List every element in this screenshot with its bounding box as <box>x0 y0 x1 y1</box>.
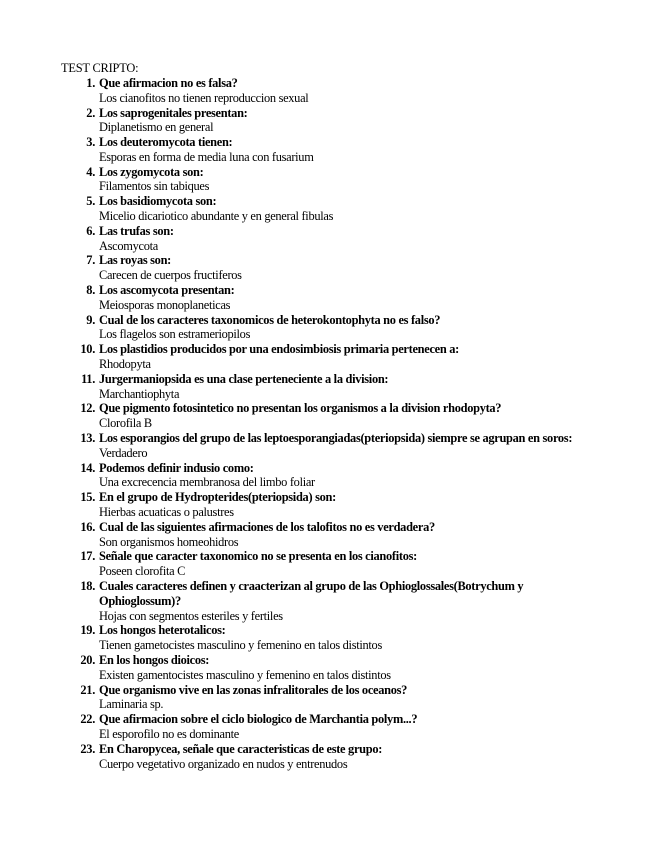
question-list <box>61 76 601 771</box>
question-number: 16. <box>80 519 95 534</box>
answer-text: Carecen de cuerpos fructiferos <box>99 268 242 283</box>
question-text: Podemos definir indusio como: <box>99 460 254 475</box>
question-number: 1. <box>86 75 95 90</box>
answer-text: Son organismos homeohidros <box>99 534 239 549</box>
answer-text: Tienen gametocistes masculino y femenino en talos distintos <box>99 638 382 653</box>
question-text: Los deuteromycota tienen: <box>99 135 233 150</box>
answer-text: Laminaria sp. <box>99 697 164 712</box>
question-item <box>61 76 601 106</box>
question-number: 4. <box>86 164 95 179</box>
question-text: Que afirmacion sobre el ciclo biologico de Marchantia polym...? <box>99 712 418 727</box>
question-item <box>61 461 601 491</box>
answer-text: Poseen clorofita C <box>99 564 186 579</box>
question-number: 14. <box>80 460 95 475</box>
answer-text: Ascomycota <box>99 238 158 253</box>
question-item <box>61 194 601 224</box>
question-text: Las trufas son: <box>99 223 174 238</box>
question-text: Los saprogenitales presentan: <box>99 105 248 120</box>
question-number: 5. <box>86 194 95 209</box>
question-item <box>61 135 601 165</box>
answer-text: Esporas en forma de media luna con fusarium <box>99 149 314 164</box>
answer-text: Marchantiophyta <box>99 386 180 401</box>
answer-text: Hojas con segmentos esteriles y fertiles <box>99 608 283 623</box>
answer-text: Los flagelos son estrameriopilos <box>99 327 251 342</box>
question-text: Cual de las siguientes afirmaciones de los talofitos no es verdadera? <box>99 519 435 534</box>
question-number: 11. <box>81 371 95 386</box>
question-item <box>61 490 601 520</box>
question-item <box>61 653 601 683</box>
question-number: 8. <box>86 283 95 298</box>
question-number: 2. <box>86 105 95 120</box>
question-number: 9. <box>86 312 95 327</box>
question-item <box>61 579 601 623</box>
answer-text: Una excrecencia membranosa del limbo foliar <box>99 475 315 490</box>
question-number: 19. <box>80 623 95 638</box>
answer-text: Los cianofitos no tienen reproduccion sexual <box>99 90 309 105</box>
question-item <box>61 549 601 579</box>
question-number: 20. <box>80 652 95 667</box>
question-text: Que organismo vive en las zonas infralitorales de los oceanos? <box>99 682 408 697</box>
question-item <box>61 372 601 402</box>
answer-text: El esporofilo no es dominante <box>99 726 239 741</box>
document-title: TEST CRIPTO: <box>61 61 139 75</box>
question-item <box>61 742 601 772</box>
question-text: Los ascomycota presentan: <box>99 283 235 298</box>
question-text: En Charopycea, señale que caracteristicas de este grupo: <box>99 741 383 756</box>
question-item <box>61 520 601 550</box>
question-text: Los esporangios del grupo de las leptoesporangiadas(pteriopsida) siempre se agrupan en soros: <box>99 431 573 446</box>
answer-text: Filamentos sin tabiques <box>99 179 210 194</box>
question-item <box>61 683 601 713</box>
question-text: Jurgermaniopsida es una clase perteneciente a la division: <box>99 371 389 386</box>
question-item <box>61 712 601 742</box>
question-number: 15. <box>80 490 95 505</box>
answer-text: Rhodopyta <box>99 357 151 372</box>
question-item <box>61 623 601 653</box>
question-item <box>61 106 601 136</box>
answer-text: Meiosporas monoplaneticas <box>99 297 231 312</box>
question-item <box>61 431 601 461</box>
question-text: Los zygomycota son: <box>99 164 204 179</box>
answer-text: Clorofila B <box>99 416 152 431</box>
question-text: En los hongos dioicos: <box>99 652 210 667</box>
question-text: En el grupo de Hydropterides(pteriopsida) son: <box>99 490 336 505</box>
question-item <box>61 313 601 343</box>
question-item <box>61 342 601 372</box>
question-item <box>61 165 601 195</box>
question-number: 18. <box>80 579 95 593</box>
answer-text: Hierbas acuaticas o palustres <box>99 505 234 520</box>
question-number: 22. <box>80 712 95 727</box>
question-number: 7. <box>86 253 95 268</box>
question-text: Señale que caracter taxonomico no se presenta en los cianofitos: <box>99 549 417 564</box>
question-text: Los basidiomycota son: <box>99 194 217 209</box>
question-text: Cuales caracteres definen y craacterizan al grupo de las Ophioglossales(Botrychum y Ophioglossum)? <box>99 579 524 608</box>
question-number: 3. <box>86 135 95 150</box>
question-text: Cual de los caracteres taxonomicos de heterokontophyta no es falso? <box>99 312 441 327</box>
question-number: 12. <box>80 401 95 416</box>
answer-text: Cuerpo vegetativo organizado en nudos y entrenudos <box>99 756 348 771</box>
answer-text: Verdadero <box>99 445 148 460</box>
answer-text: Micelio dicariotico abundante y en general fibulas <box>99 209 334 224</box>
question-item <box>61 224 601 254</box>
question-text: Que afirmacion no es falsa? <box>99 75 238 90</box>
question-text: Las royas son: <box>99 253 171 268</box>
question-number: 6. <box>86 223 95 238</box>
question-text: Los hongos heterotalicos: <box>99 623 226 638</box>
question-item <box>61 401 601 431</box>
question-item <box>61 253 601 283</box>
document-page <box>61 61 601 771</box>
question-number: 17. <box>80 549 95 564</box>
question-number: 13. <box>80 431 95 446</box>
question-text: Que pigmento fotosintetico no presentan los organismos a la division rhodopyta? <box>99 401 502 416</box>
answer-text: Existen gamentocistes masculino y femenino en talos distintos <box>99 667 391 682</box>
question-number: 23. <box>80 741 95 756</box>
question-number: 10. <box>80 342 95 357</box>
answer-text: Diplanetismo en general <box>99 120 214 135</box>
question-item <box>61 283 601 313</box>
question-text: Los plastidios producidos por una endosimbiosis primaria pertenecen a: <box>99 342 459 357</box>
question-number: 21. <box>80 682 95 697</box>
